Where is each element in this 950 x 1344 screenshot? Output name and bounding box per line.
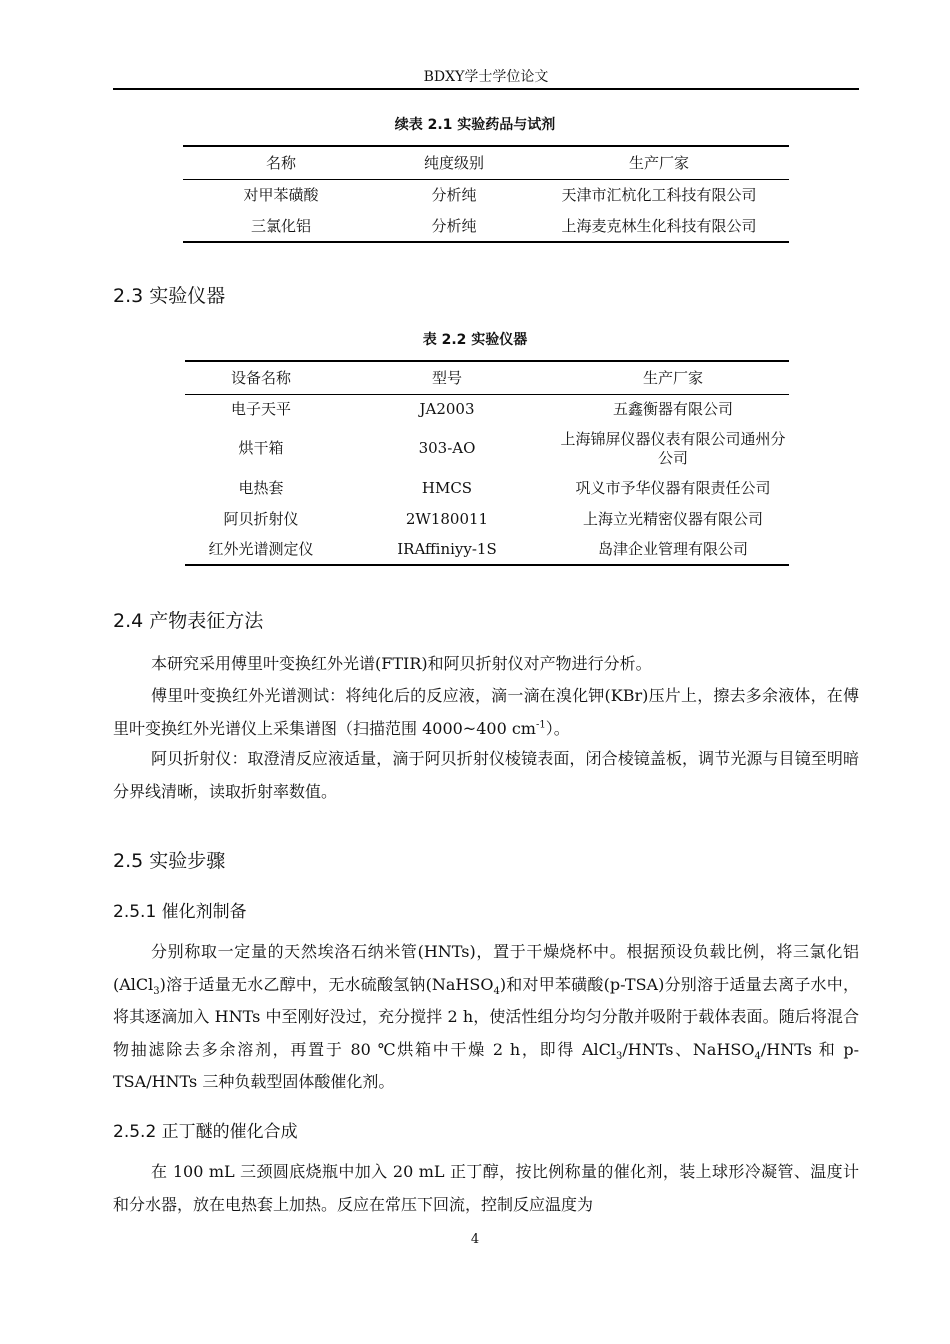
table-cell: 上海立光精密仪器有限公司 — [582, 510, 763, 528]
section-2-5-2-title: 2.5.2 正丁醚的催化合成 — [113, 1122, 298, 1142]
table-cell: 电热套 — [238, 479, 284, 497]
table-cell: 对甲苯磺酸 — [243, 186, 319, 205]
paragraph-refractometer: 阿贝折射仪：取澄清反应液适量，滴于阿贝折射仪棱镜表面，闭合棱镜盖板，调节光源与目镜至明暗分界线清晰，读取折射率数值。 — [113, 749, 859, 801]
catalyst-text: /HNTs、NaHSO — [622, 1039, 755, 1059]
table-cell: 烘干箱 — [238, 439, 284, 457]
table1-caption: 续表 2.1 实验药品与试剂 — [394, 117, 556, 133]
table-cell: 分析纯 — [431, 186, 477, 205]
paragraph-synthesis: 在 100 mL 三颈圆底烧瓶中加入 20 mL 正丁醇，按比例称量的催化剂，装上球形冷凝管、温度计和分水器，放在电热套上加热。反应在常压下回流，控制反应温度为 — [113, 1162, 859, 1214]
table-cell: 电子天平 — [230, 400, 291, 419]
table-cell: HMCS — [421, 479, 473, 497]
catalyst-text: 分别称取一定量的天然埃洛石纳米管(HNTs)，置于干燥烧杯中。根据预设负载比例，将三氯化铝(AlCl — [113, 942, 859, 994]
table-row — [185, 425, 789, 473]
table-row — [185, 395, 789, 425]
table1-header-maker: 生产厂家 — [529, 146, 789, 180]
table-cell: IRAffiniyy-1S — [337, 535, 557, 565]
table-row — [183, 212, 789, 242]
table1-header-name: 名称 — [183, 146, 379, 180]
table-row — [185, 505, 789, 535]
table1-header-purity: 纯度级别 — [379, 146, 529, 180]
unit-superscript: -1 — [535, 719, 546, 731]
table-cell: 上海锦屏仪器仪表有限公司通州分公司 — [560, 429, 786, 467]
table-cell: 红外光谱测定仪 — [185, 535, 337, 565]
section-2-5-1-title: 2.5.1 催化剂制备 — [113, 902, 247, 922]
catalyst-text: )溶于适量无水乙醇中，无水硫酸氢钠(NaHSO — [159, 974, 494, 994]
table-cell: 阿贝折射仪 — [223, 510, 299, 528]
table-cell: 天津市汇杭化工科技有限公司 — [561, 186, 757, 205]
table-cell: JA2003 — [419, 400, 475, 419]
subscript: 3 — [616, 1050, 623, 1062]
table-row — [183, 180, 789, 212]
paragraph-catalyst-prep — [113, 936, 859, 1099]
table-cell: 三氯化铝 — [183, 212, 379, 242]
table-row — [185, 473, 789, 505]
catalyst-text: )和对甲苯磺酸(p-TSA)分别溶于适量去离子水中，将其逐滴加入 HNTs 中至刚好没过，充分搅拌 2 h，使活性组分均匀分散并吸附于载体表面。随后将混合物抽滤除去多余溶剂，再置于 80 ℃烘箱中干燥 2 h，即得 AlCl — [113, 974, 859, 1059]
section-2-5-title: 2.5 实验步骤 — [113, 850, 226, 872]
table-row — [185, 535, 789, 565]
paragraph-characterization-intro: 本研究采用傅里叶变换红外光谱(FTIR)和阿贝折射仪对产物进行分析。 — [151, 654, 652, 673]
table-cell: 2W180011 — [405, 510, 489, 528]
ftir-text: 傅里叶变换红外光谱测试：将纯化后的反应液，滴一滴在溴化钾(KBr)压片上，擦去多余液体，在傅里叶变换红外光谱仪上采集谱图（扫描范围 4000~400 cm — [113, 686, 859, 738]
table-cell: 岛津企业管理有限公司 — [557, 535, 789, 565]
table2-header-model: 型号 — [337, 361, 557, 395]
section-2-3-title: 2.3 实验仪器 — [113, 285, 226, 307]
table-cell: 分析纯 — [379, 212, 529, 242]
table-cell: 五鑫衡器有限公司 — [612, 400, 733, 419]
page-number: 4 — [470, 1232, 480, 1247]
table2-caption: 表 2.2 实验仪器 — [422, 332, 528, 348]
table2-header-maker: 生产厂家 — [557, 361, 789, 395]
section-2-4-title: 2.4 产物表征方法 — [113, 610, 264, 632]
table2-header-device: 设备名称 — [185, 361, 337, 395]
ftir-text-end: ）。 — [545, 718, 570, 738]
subscript: 3 — [153, 985, 160, 997]
subscript: 4 — [754, 1050, 761, 1062]
table1 — [183, 145, 789, 243]
table-cell: 巩义市予华仪器有限责任公司 — [575, 479, 771, 497]
paragraph-ftir — [113, 680, 859, 745]
table2 — [185, 360, 789, 566]
table-cell: 上海麦克林生化科技有限公司 — [529, 212, 789, 242]
subscript: 4 — [493, 985, 500, 997]
page-header: BDXY学士学位论文 — [113, 66, 859, 90]
table-cell: 303-AO — [418, 439, 476, 457]
catalyst-text: /HNTs 和 p-TSA/HNTs 三种负载型固体酸催化剂。 — [113, 1039, 859, 1091]
